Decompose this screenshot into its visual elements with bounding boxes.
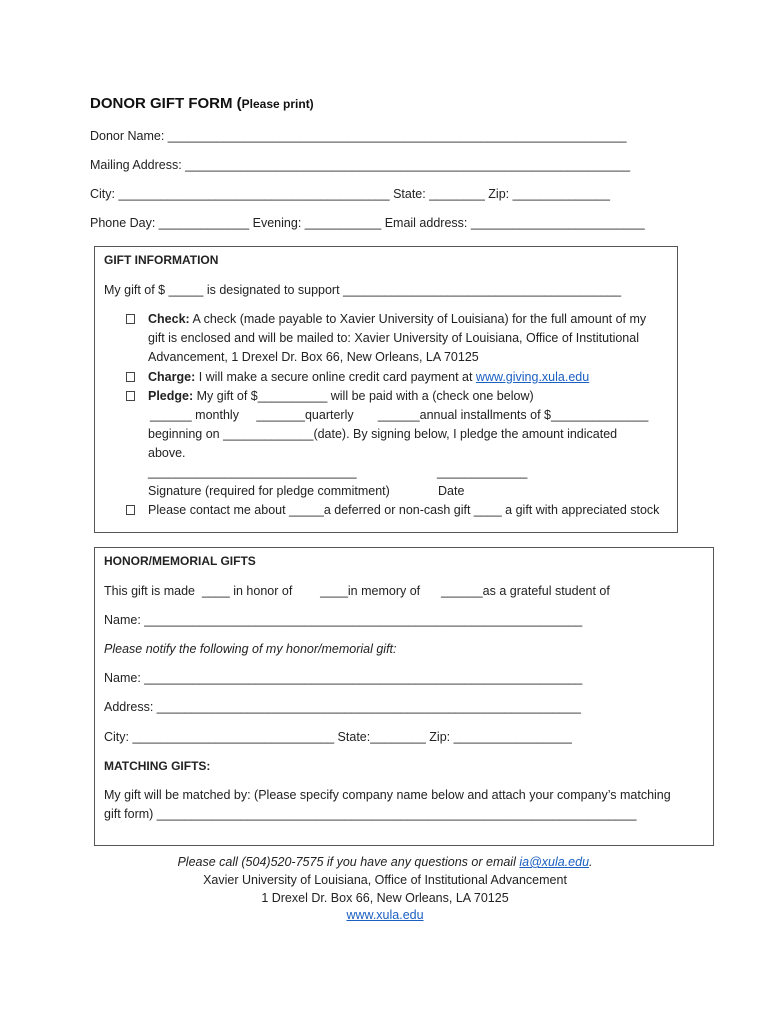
pledge-start-date-field[interactable]: beginning on _____________(date). By signing below, I pledge the amount indicated	[148, 427, 618, 441]
matching-gifts-heading: MATCHING GIFTS:	[104, 759, 211, 773]
city-state-zip-field[interactable]: City: _______________________________________ State: ________ Zip: ______________	[90, 187, 610, 201]
gift-amount-field[interactable]: My gift of $ _____ is designated to support ________________________________________	[104, 283, 622, 297]
check-option-text	[148, 311, 646, 327]
footer-contact-period: .	[589, 855, 593, 869]
footer-email-link[interactable]: ia@xula.edu	[519, 855, 590, 869]
notify-address-field[interactable]: Address: _____________________________________________________________	[104, 700, 581, 714]
footer-website	[0, 907, 770, 924]
pledge-option-text	[148, 388, 534, 404]
honoree-name-field[interactable]: Name: _______________________________________________________________	[104, 613, 583, 627]
matching-text-line1: My gift will be matched by: (Please specify company name below and attach your company’s matching	[104, 788, 671, 802]
check-text-line2: gift is enclosed and will be mailed to: Xavier University of Louisiana, Office of Institutional	[148, 331, 639, 345]
honor-memorial-heading: HONOR/MEMORIAL GIFTS	[104, 554, 256, 568]
check-text-line3: Advancement, 1 Drexel Dr. Box 66, New Orleans, LA 70125	[148, 350, 479, 364]
pledge-frequency-field[interactable]: ______ monthly _______quarterly ______annual installments of $______________	[150, 408, 649, 422]
pledge-text-line4: above.	[148, 446, 186, 460]
footer-address: 1 Drexel Dr. Box 66, New Orleans, LA 70125	[261, 891, 509, 905]
phone-email-field[interactable]: Phone Day: _____________ Evening: ___________ Email address: _________________________	[90, 216, 645, 230]
date-label: Date	[438, 484, 465, 498]
check-label: Check:	[148, 312, 190, 326]
footer-contact-line	[0, 854, 770, 871]
pledge-text[interactable]: My gift of $__________ will be paid with a (check one below)	[193, 389, 534, 403]
form-title	[90, 96, 314, 112]
form-title-main: DONOR GIFT FORM (	[90, 95, 242, 112]
matching-company-field[interactable]: gift form) _____________________________________________________________________	[104, 807, 637, 821]
footer-website-link[interactable]: www.xula.edu	[346, 908, 424, 922]
giving-link[interactable]: www.giving.xula.edu	[475, 370, 590, 384]
contact-option-text[interactable]: Please contact me about _____a deferred or non-cash gift ____ a gift with appreciated stock	[148, 503, 660, 517]
donor-name-field[interactable]: Donor Name: __________________________________________________________________	[90, 129, 627, 143]
footer-organization: Xavier University of Louisiana, Office of Institutional Advancement	[203, 873, 567, 887]
signature-blank[interactable]: ______________________________	[148, 465, 357, 479]
charge-text: I will make a secure online credit card payment at	[195, 370, 476, 384]
notify-name-field[interactable]: Name: _______________________________________________________________	[104, 671, 583, 685]
notify-city-field[interactable]: City: _____________________________ State:________ Zip: _________________	[104, 730, 572, 744]
gift-information-heading: GIFT INFORMATION	[104, 253, 219, 267]
check-option-checkbox[interactable]	[126, 314, 135, 324]
charge-option-text	[148, 369, 589, 385]
date-blank[interactable]: _____________	[437, 465, 528, 479]
mailing-address-field[interactable]: Mailing Address: ________________________________________________________________	[90, 158, 631, 172]
check-text: A check (made payable to Xavier University of Louisiana) for the full amount of my	[189, 312, 647, 326]
signature-label: Signature (required for pledge commitment)	[148, 484, 390, 498]
contact-option-checkbox[interactable]	[126, 505, 135, 515]
charge-option-checkbox[interactable]	[126, 372, 135, 382]
pledge-option-checkbox[interactable]	[126, 391, 135, 401]
pledge-label: Pledge:	[148, 389, 194, 403]
charge-label: Charge:	[148, 370, 196, 384]
notify-instruction: Please notify the following of my honor/memorial gift:	[104, 642, 397, 656]
footer-contact-text: Please call (504)520-7575 if you have any questions or email	[177, 855, 520, 869]
honor-type-field[interactable]: This gift is made ____ in honor of ____in memory of ______as a grateful student of	[104, 584, 610, 598]
form-title-note: Please print)	[241, 97, 314, 111]
